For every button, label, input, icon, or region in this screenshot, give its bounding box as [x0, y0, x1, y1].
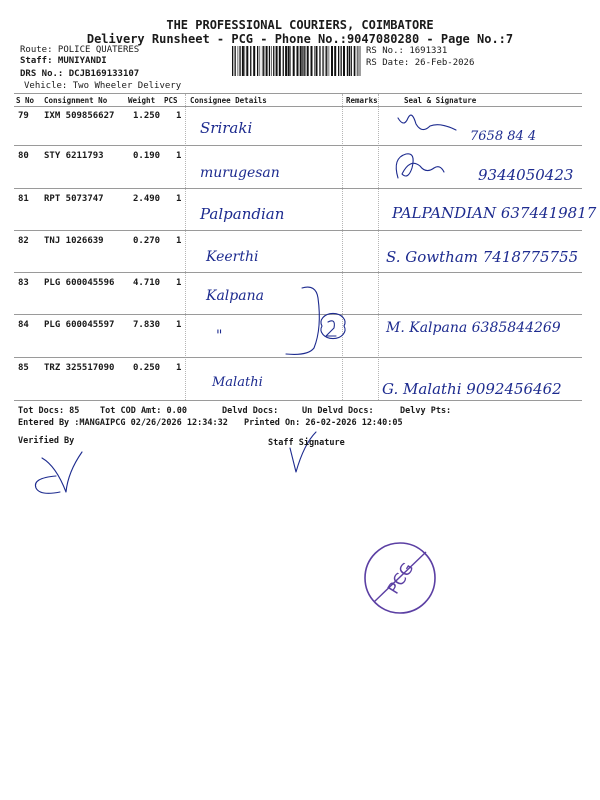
signature-scribble [396, 154, 444, 178]
seal-handwriting: M. Kalpana 6385844269 [386, 320, 561, 336]
verified-signature [35, 452, 82, 493]
rs-number: RS No.: 1691331 [366, 46, 448, 56]
row-sno: 82 [18, 236, 29, 246]
col-consignee: Consignee Details [190, 96, 267, 105]
staff-signature-label: Staff Signature [268, 438, 345, 448]
bracket-stroke [286, 287, 319, 354]
row-pcs: 1 [176, 151, 182, 161]
row-sno: 84 [18, 320, 29, 330]
consignee-handwriting: Kalpana [206, 288, 264, 304]
signature-scribble [398, 115, 456, 130]
row-pcs: 1 [176, 363, 182, 373]
row-consignment: RPT 5073747 [44, 194, 104, 204]
row-sno: 80 [18, 151, 29, 161]
consignee-handwriting: murugesan [200, 165, 280, 181]
row-weight: 7.830 [133, 320, 161, 330]
row-consignment: PLG 600045597 [44, 320, 115, 330]
row-sno: 81 [18, 194, 29, 204]
circled-2-stroke [321, 313, 345, 338]
row-pcs: 1 [176, 111, 182, 121]
row-weight: 0.270 [133, 236, 161, 246]
company-stamp [360, 538, 440, 618]
row-sno: 83 [18, 278, 29, 288]
col-weight: Weight [128, 96, 156, 105]
row-weight: 2.490 [133, 194, 161, 204]
col-consignment: Consignment No [44, 96, 108, 105]
col-remarks: Remarks [346, 96, 378, 105]
consignee-handwriting: Sriraki [200, 119, 253, 137]
row-weight: 1.250 [133, 111, 161, 121]
col-sno: S No [16, 96, 35, 105]
row-sno: 79 [18, 111, 29, 121]
vehicle-label: Vehicle: Two Wheeler Delivery [24, 81, 182, 91]
row-pcs: 1 [176, 278, 182, 288]
consignee-handwriting: Palpandian [200, 205, 285, 223]
delivery-points: Delvy Pts: [400, 406, 452, 416]
row-pcs: 1 [176, 194, 182, 204]
row-pcs: 1 [176, 236, 182, 246]
seal-handwriting: 7658 84 4 [470, 129, 537, 144]
entered-by: Entered By :MANGAIPCG 02/26/2026 12:34:32 [18, 418, 228, 428]
total-cod: Tot COD Amt: 0.00 [100, 406, 187, 416]
rs-date: RS Date: 26-Feb-2026 [366, 58, 475, 68]
staff-label: Staff: MUNIYANDI [20, 56, 107, 66]
row-pcs: 1 [176, 320, 182, 330]
consignee-handwriting: " [216, 328, 223, 344]
row-weight: 0.190 [133, 151, 161, 161]
route-label: Route: POLICE QUATERES [20, 45, 140, 55]
seal-handwriting: G. Malathi 9092456462 [382, 380, 562, 398]
verified-by-label: Verified By [18, 436, 75, 446]
row-consignment: STY 6211793 [44, 151, 104, 161]
delivered-docs: Delvd Docs: [222, 406, 279, 416]
col-seal-signature: Seal & Signature [404, 96, 477, 105]
runsheet-subtitle: Delivery Runsheet - PCG - Phone No.:9047080280 - Page No.:7 [86, 32, 514, 46]
seal-handwriting: PALPANDIAN 6374419817 [392, 204, 597, 222]
stamp-text: PCG [383, 559, 418, 598]
row-weight: 0.250 [133, 363, 161, 373]
drs-label: DRS No.: DCJB169133107 [20, 69, 140, 79]
consignee-handwriting: Malathi [212, 375, 263, 390]
printed-on: Printed On: 26-02-2026 12:40:05 [244, 418, 403, 428]
row-consignment: PLG 600045596 [44, 278, 115, 288]
total-docs: Tot Docs: 85 [18, 406, 80, 416]
row-sno: 85 [18, 363, 29, 373]
company-title: THE PROFESSIONAL COURIERS, COIMBATORE [166, 18, 434, 32]
seal-handwriting: 9344050423 [478, 166, 574, 184]
seal-handwriting: S. Gowtham 7418775755 [386, 248, 579, 266]
col-pcs: PCS [164, 96, 178, 105]
row-consignment: TRZ 325517090 [44, 363, 115, 373]
undelivered-docs: Un Delvd Docs: [302, 406, 374, 416]
consignee-handwriting: Keerthi [206, 249, 259, 265]
row-consignment: IXM 509856627 [44, 111, 115, 121]
row-weight: 4.710 [133, 278, 161, 288]
row-consignment: TNJ 1026639 [44, 236, 104, 246]
